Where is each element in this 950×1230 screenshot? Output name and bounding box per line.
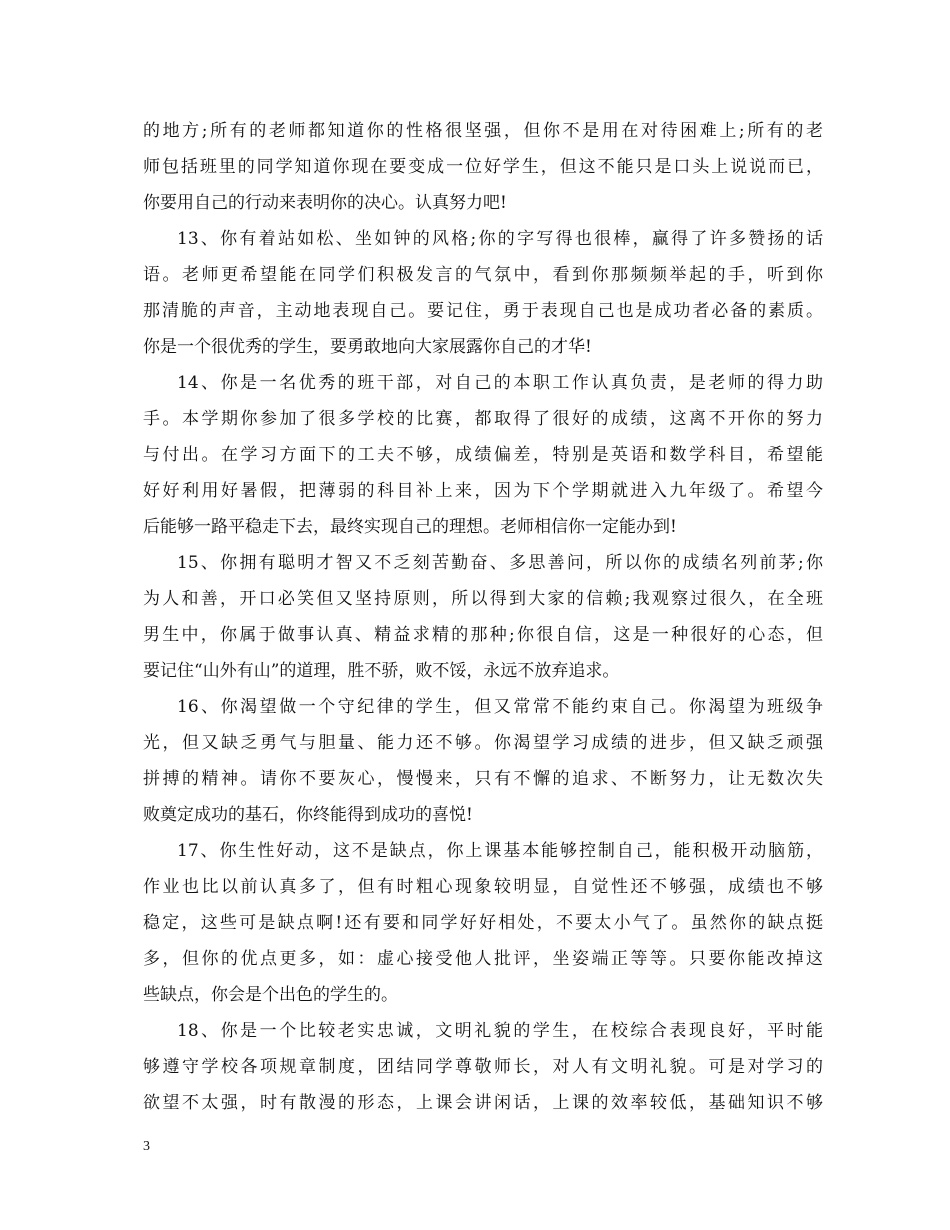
text-line: 好好利用好暑假，把薄弱的科目补上来，因为下个学期就进入九年级了。希望今 — [143, 481, 823, 501]
text-line: 师包括班里的同学知道你现在要变成一位好学生，但这不能只是口头上说说而已， — [143, 157, 823, 177]
text-line: 够遵守学校各项规章制度，团结同学尊敬师长，对人有文明礼貌。可是对学习的 — [143, 1057, 823, 1077]
text-line: 为人和善，开口必笑但又坚持原则，所以得到大家的信赖;我观察过很久，在全班 — [143, 589, 823, 609]
text-line: 语。老师更希望能在同学们积极发言的气氛中，看到你那频频举起的手，听到你 — [143, 265, 823, 285]
text-line: 要记住“山外有山”的道理，胜不骄，败不馁，永远不放弃追求。 — [143, 661, 620, 681]
document-body — [143, 113, 823, 1121]
text-line: 作业也比以前认真多了，但有时粗心现象较明显，自觉性还不够强，成绩也不够 — [143, 877, 823, 897]
text-line: 多，但你的优点更多，如：虚心接受他人批评，坐姿端正等等。只要你能改掉这 — [143, 949, 823, 969]
text-line: 13、你有着站如松、坐如钟的风格;你的字写得也很棒，赢得了许多赞扬的话 — [177, 229, 823, 249]
text-line: 你要用自己的行动来表明你的决心。认真努力吧! — [143, 193, 507, 213]
text-line: 后能够一路平稳走下去，最终实现自己的理想。老师相信你一定能办到! — [143, 517, 677, 537]
text-line: 14、你是一名优秀的班干部，对自己的本职工作认真负责，是老师的得力助 — [177, 373, 823, 393]
text-line: 与付出。在学习方面下的工夫不够，成绩偏差，特别是英语和数学科目，希望能 — [143, 445, 823, 465]
text-line: 男生中，你属于做事认真、精益求精的那种;你很自信，这是一种很好的心态，但 — [143, 625, 823, 645]
text-line: 欲望不太强，时有散漫的形态，上课会讲闲话，上课的效率较低，基础知识不够 — [143, 1093, 823, 1113]
text-line: 17、你生性好动，这不是缺点，你上课基本能够控制自己，能积极开动脑筋， — [177, 841, 823, 861]
text-line: 些缺点，你会是个出色的学生的。 — [143, 985, 398, 1005]
text-line: 16、你渴望做一个守纪律的学生，但又常常不能约束自己。你渴望为班级争 — [177, 697, 823, 717]
text-line: 的地方;所有的老师都知道你的性格很坚强，但你不是用在对待困难上;所有的老 — [143, 121, 823, 141]
text-line: 你是一个很优秀的学生，要勇敢地向大家展露你自己的才华! — [143, 337, 592, 357]
text-line: 18、你是一个比较老实忠诚，文明礼貌的学生，在校综合表现良好，平时能 — [177, 1021, 823, 1041]
text-line: 15、你拥有聪明才智又不乏刻苦勤奋、多思善问，所以你的成绩名列前茅;你 — [177, 553, 823, 573]
text-line: 那清脆的声音，主动地表现自己。要记住，勇于表现自己也是成功者必备的素质。 — [143, 301, 823, 321]
text-line: 光，但又缺乏勇气与胆量、能力还不够。你渴望学习成绩的进步，但又缺乏顽强 — [143, 733, 823, 753]
page-number: 3 — [143, 1139, 150, 1154]
text-line: 手。本学期你参加了很多学校的比赛，都取得了很好的成绩，这离不开你的努力 — [143, 409, 823, 429]
text-line: 稳定，这些可是缺点啊!还有要和同学好好相处，不要太小气了。虽然你的缺点挺 — [143, 913, 823, 933]
text-line: 败奠定成功的基石，你终能得到成功的喜悦! — [143, 805, 473, 825]
text-line: 拼搏的精神。请你不要灰心，慢慢来，只有不懈的追求、不断努力，让无数次失 — [143, 769, 823, 789]
